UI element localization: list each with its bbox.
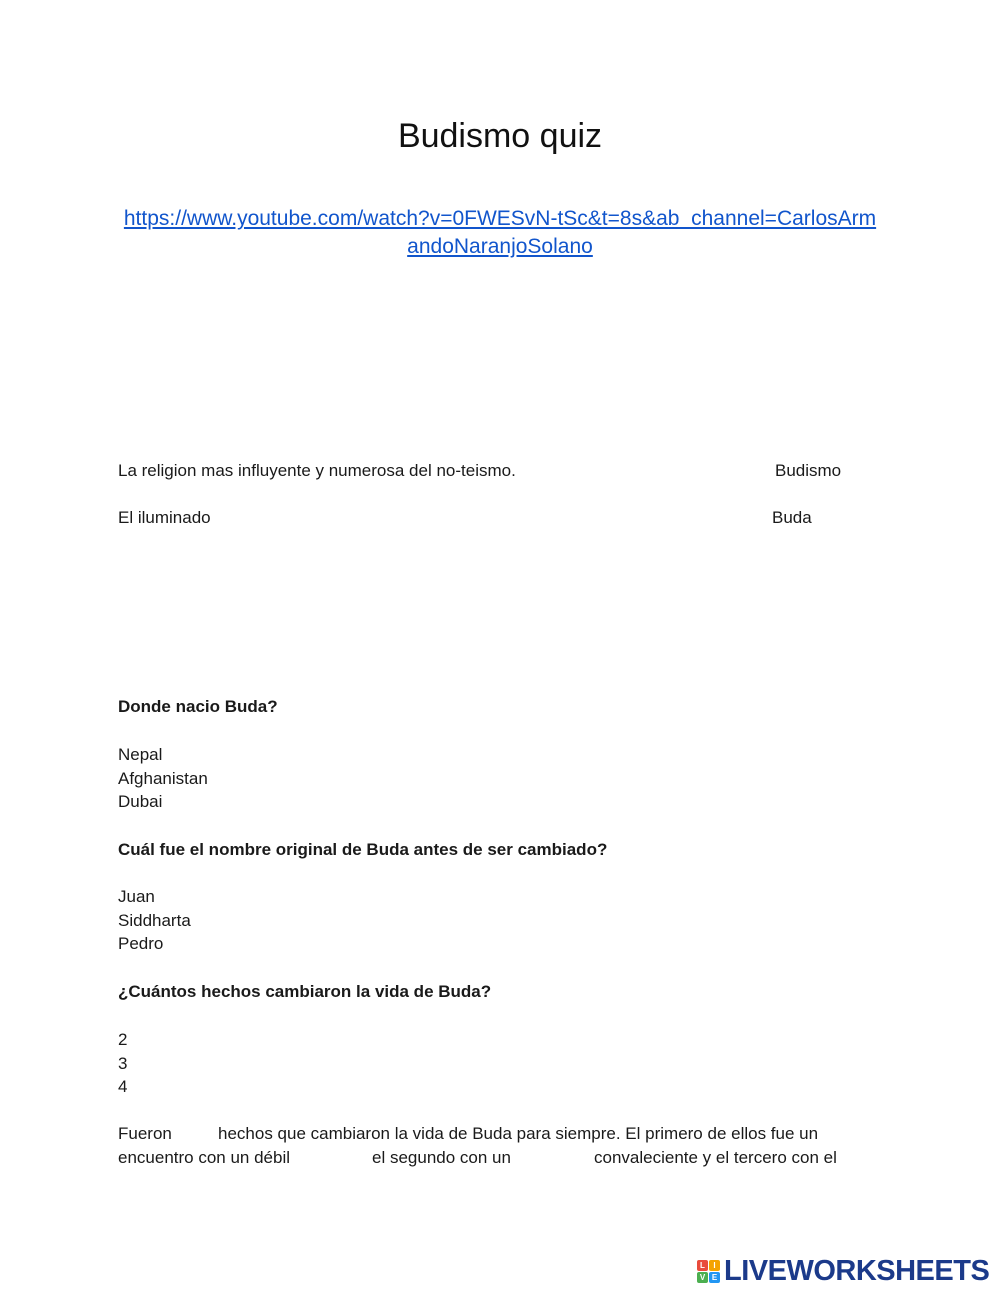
option-item[interactable]: Nepal — [118, 745, 163, 764]
paragraph-text: Fueron — [118, 1124, 172, 1143]
fill-in-paragraph — [118, 1122, 858, 1170]
link-line-1[interactable]: https://www.youtube.com/watch?v=0FWESvN-tSc&t=8s&ab_channel=CarlosArm — [123, 207, 877, 230]
options-2 — [118, 885, 191, 956]
matching-answer[interactable]: Budismo — [775, 461, 842, 480]
question-1: Donde nacio Buda? — [118, 697, 278, 716]
logo-icon-letter: E — [709, 1272, 720, 1283]
matching-prompt: La religion mas influyente y numerosa del no-teismo. — [118, 461, 516, 480]
option-item[interactable]: Siddharta — [118, 910, 191, 930]
matching-answer[interactable]: Buda — [772, 508, 812, 527]
options-1 — [118, 743, 208, 814]
question-3: ¿Cuántos hechos cambiaron la vida de Buda? — [118, 982, 492, 1001]
page-title: Budismo quiz — [397, 117, 603, 155]
paragraph-text: convaleciente y el tercero con el — [594, 1148, 837, 1167]
matching-row — [118, 459, 878, 483]
option-item[interactable]: Juan — [118, 887, 155, 906]
liveworksheets-logo — [697, 1255, 989, 1287]
option-item[interactable]: Dubai — [118, 792, 163, 811]
paragraph-text: el segundo con un — [372, 1148, 511, 1167]
option-item[interactable]: 4 — [118, 1077, 128, 1096]
option-item[interactable]: 3 — [118, 1053, 128, 1073]
link-line-2[interactable]: andoNaranjoSolano — [407, 235, 593, 258]
logo-icon-letter: V — [697, 1272, 708, 1283]
logo-text: LIVEWORKSHEETS — [724, 1254, 990, 1287]
paragraph-text: hechos que cambiaron la vida de Buda para siempre. El primero de ellos fue un — [218, 1124, 819, 1143]
options-3 — [118, 1028, 127, 1099]
logo-icon-letter: L — [697, 1260, 708, 1271]
matching-prompt: El iluminado — [118, 508, 211, 527]
paragraph-line — [118, 1122, 858, 1146]
liveworksheets-icon — [697, 1260, 720, 1283]
option-item[interactable]: Pedro — [118, 934, 164, 953]
question-2: Cuál fue el nombre original de Buda antes de ser cambiado? — [118, 840, 608, 859]
paragraph-line — [118, 1146, 858, 1170]
paragraph-text: encuentro con un débil — [118, 1148, 291, 1167]
youtube-link[interactable] — [110, 205, 890, 261]
option-item[interactable]: 2 — [118, 1030, 128, 1049]
matching-row — [118, 506, 878, 530]
logo-icon-letter: I — [709, 1260, 720, 1271]
option-item[interactable]: Afghanistan — [118, 768, 208, 788]
